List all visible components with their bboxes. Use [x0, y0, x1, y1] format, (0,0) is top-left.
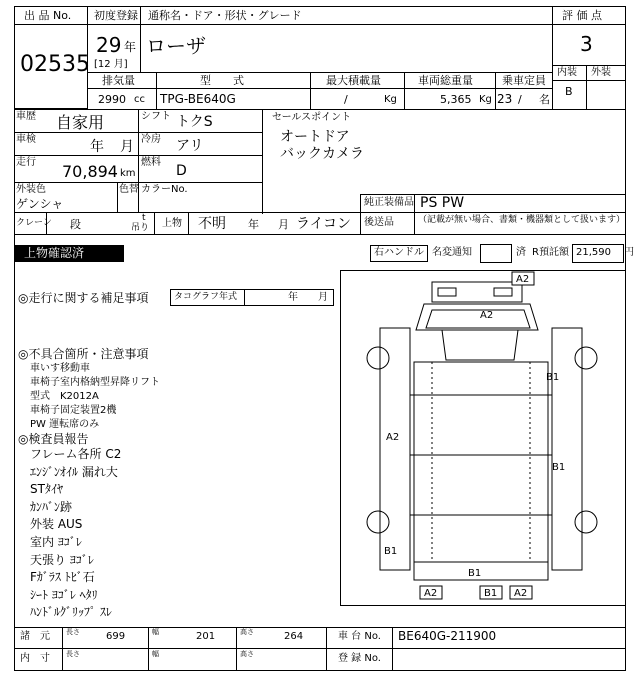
windshield: [416, 304, 538, 330]
first-reg-label: 初度登録: [94, 9, 138, 22]
vehicle-diagram: [340, 270, 626, 606]
upper-label: 上物: [162, 218, 182, 229]
crane-t: t: [142, 213, 146, 223]
equipment-label: 純正装備品: [364, 197, 414, 208]
inside-height-label: 高さ: [240, 650, 254, 658]
gross-weight: 5,365: [440, 93, 472, 106]
width-label: 幅: [152, 628, 159, 636]
defect-title: ◎不具合箇所・注意事項: [18, 347, 149, 361]
width: 201: [196, 631, 216, 642]
inspector-list: [30, 446, 121, 622]
chassis-label: 車 台 No.: [338, 631, 381, 642]
ac: アリ: [176, 138, 204, 154]
inspector-item: Fｶﾞﾗｽ ﾄﾋﾞ石: [30, 570, 95, 585]
score-label: 評 価 点: [562, 9, 602, 22]
mileage-label: 走行: [16, 157, 36, 168]
mark-10: A2: [514, 588, 528, 599]
roof-center: [414, 362, 548, 562]
defect-list: [30, 362, 160, 432]
reg-year-unit: 年: [124, 40, 137, 54]
model-code: TPG-BE640G: [160, 92, 236, 106]
displacement: 2990: [98, 93, 126, 106]
reg-label: 登 録 No.: [338, 653, 381, 664]
mark-8: A2: [424, 588, 438, 599]
tacho-month: 月: [318, 292, 328, 303]
defect-item: 型式 K2012A: [30, 391, 99, 402]
roof-top: [432, 282, 522, 302]
right-handle: 右ハンドル: [374, 247, 424, 258]
mark-5: B1: [552, 462, 566, 473]
mark-7: B1: [468, 568, 482, 579]
history-label: 車歴: [16, 111, 36, 122]
color-change-label: 色替: [119, 184, 139, 195]
name-change-label: 名変通知: [432, 247, 472, 258]
tacho-year: 年: [288, 292, 298, 303]
model-label: 通称名・ドア・形状・グレード: [148, 9, 302, 22]
recycle-amount: 21,590: [576, 247, 611, 258]
listing-no-label: 出 品 No.: [24, 9, 72, 22]
max-load-label: 最大積載量: [326, 74, 381, 87]
fuel: D: [176, 163, 187, 179]
confirm-band: [14, 245, 124, 262]
reg-month: [12 月]: [94, 59, 128, 70]
inside-width-label: 幅: [152, 650, 159, 658]
driving-title: ◎走行に関する補足事項: [18, 291, 149, 305]
shift: トクS: [176, 114, 213, 130]
history: 自家用: [56, 113, 105, 132]
capacity-sep: /: [518, 93, 522, 106]
mark-2: A2: [480, 310, 494, 321]
car-name: ローザ: [146, 34, 206, 58]
mark-9: B1: [484, 588, 498, 599]
color: ゲンシャ: [16, 197, 64, 211]
capacity-label: 乗車定員: [502, 74, 546, 87]
mark-3: B1: [546, 372, 560, 383]
color-code-label: カラーNo.: [141, 184, 188, 195]
license: ライコン: [296, 216, 352, 232]
upper-month: 月: [278, 218, 289, 231]
yen: 円: [624, 247, 634, 258]
wheel-front-right: [575, 347, 597, 369]
inspector-item: 室内 ﾖｺﾞﾚ: [30, 534, 82, 549]
delivery-label: 後送品: [364, 217, 394, 228]
upper-year: 年: [248, 218, 259, 231]
mark-1: A2: [516, 274, 530, 285]
displacement-label: 排気量: [102, 74, 135, 87]
inspection-month: 月: [120, 139, 134, 155]
crane-hang: 吊り: [131, 223, 150, 233]
wheel-rear-right: [575, 511, 597, 533]
score: 3: [580, 32, 593, 56]
inspection-label: 車検: [16, 134, 36, 145]
inspector-item: ｼｰﾄ ﾖｺﾞﾚ ﾍﾀﾘ: [30, 587, 98, 602]
confirm-label: 上物確認済: [24, 246, 85, 260]
delivery-note: （記載が無い場合、書類・機器類として扱います）: [418, 215, 626, 225]
kg-unit-2: Kg: [479, 94, 492, 105]
upper: 不明: [198, 216, 226, 232]
sales-lines: [280, 129, 364, 163]
ac-label: 冷房: [141, 134, 161, 145]
interior-grade: B: [565, 85, 573, 98]
shift-label: シフト: [141, 111, 171, 122]
crane-label: クレーン: [16, 218, 52, 228]
inspector-item: ｶﾝﾊﾞﾝ跡: [30, 499, 73, 514]
inspector-item: ｴﾝｼﾞﾝｵｲﾙ 漏れ大: [30, 464, 118, 479]
equipment: PS PW: [420, 195, 465, 211]
km-unit: km: [120, 168, 136, 179]
inside-label: 内 寸: [20, 653, 50, 664]
sales-line-2: バックカメラ: [280, 146, 364, 162]
max-load: /: [344, 93, 348, 106]
defect-item: 車いす移動車: [30, 363, 90, 374]
exterior-label: 外装: [591, 67, 611, 78]
height: 264: [284, 631, 304, 642]
recycle-label: R預託額: [532, 247, 569, 258]
color-label: 外装色: [16, 184, 46, 195]
body-left: [380, 328, 410, 570]
defect-item: 車椅子室内格納型昇降リフト: [30, 377, 160, 388]
cc-unit: cc: [134, 94, 145, 105]
chassis-no: BE640G-211900: [398, 629, 497, 643]
gross-weight-label: 車両総重量: [418, 74, 473, 87]
name-change-box: [480, 244, 512, 263]
sales-label: セールスポイント: [272, 112, 352, 123]
sales-line-1: オートドア: [280, 129, 350, 145]
wheel-front-left: [367, 347, 389, 369]
inspector-item: 外装 AUS: [30, 517, 83, 532]
kg-unit-1: Kg: [384, 94, 397, 105]
inspector-item: ﾊﾝﾄﾞﾙｸﾞﾘｯﾌﾟ ｽﾚ: [30, 605, 112, 620]
inspection-year: 年: [90, 139, 104, 155]
reg-year: 29: [96, 33, 122, 57]
defect-item: 車椅子固定装置2機: [30, 405, 117, 416]
tacho-label: タコグラフ年式: [174, 292, 238, 302]
inspector-item: フレーム各所 C2: [30, 447, 122, 461]
fuel-label: 燃料: [141, 157, 161, 168]
mark-6: B1: [384, 546, 398, 557]
type-label: 型 式: [200, 74, 244, 87]
mark-4: A2: [386, 432, 400, 443]
listing-no: 02535: [20, 52, 90, 77]
height-label: 高さ: [240, 628, 254, 636]
capacity-unit: 名: [539, 93, 550, 106]
inspector-item: STﾀｲﾔ: [30, 482, 63, 497]
recycle-prefix: 済: [516, 247, 526, 258]
interior-label: 内装: [557, 67, 577, 78]
defect-item: PW 運転席のみ: [30, 419, 100, 430]
length: 699: [106, 631, 126, 642]
wheel-rear-left: [367, 511, 389, 533]
capacity: 23: [497, 92, 513, 106]
inspector-title: ◎検査員報告: [18, 432, 89, 446]
inspector-item: 天張り ﾖｺﾞﾚ: [30, 552, 94, 567]
mileage: 70,894: [62, 162, 118, 181]
dims-label: 諸 元: [20, 631, 50, 642]
inside-length-label: 長さ: [66, 650, 80, 658]
crane-level: 段: [70, 218, 81, 231]
length-label: 長さ: [66, 628, 80, 636]
